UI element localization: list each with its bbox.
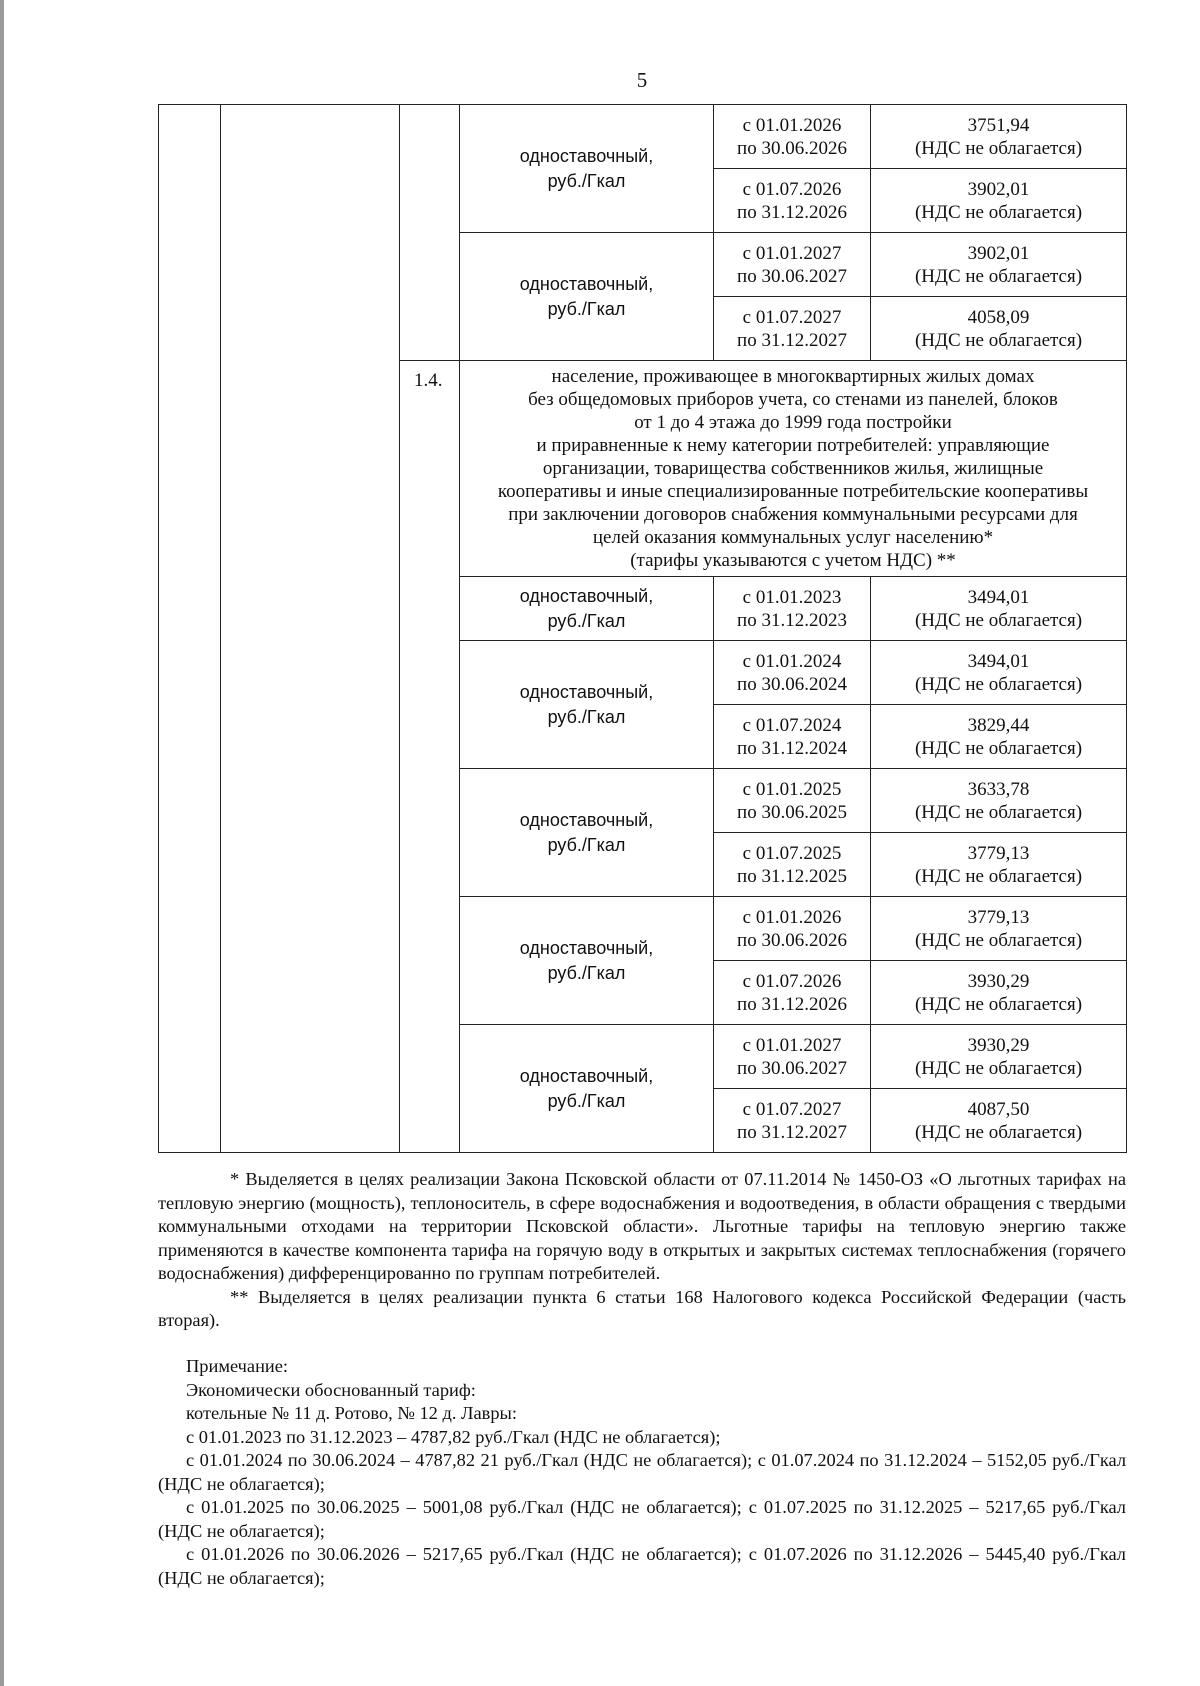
tariff-type-cell [460,897,714,1025]
tariff-value: 3930,29 [967,1034,1030,1056]
page-edge [0,0,4,1686]
tariff-type-line: руб./Гкал [547,1090,626,1111]
tariff-type-line: руб./Гкал [547,834,626,855]
period-cell [714,961,871,1025]
period-line: по 30.06.2026 [737,929,847,951]
period-cell [714,297,871,361]
period-cell [714,169,871,233]
description-line: и приравненные к нему категории потребителей: управляющие [536,435,1050,456]
tariff-value: 3902,01 [967,178,1030,200]
note-block [158,1355,1126,1590]
note-boilers: котельные № 11 д. Ротово, № 12 д. Лавры: [186,1403,518,1423]
tariff-value-cell [871,105,1127,169]
tariff-value-cell [871,1089,1127,1153]
tariff-type-cell [460,577,714,641]
blank-col-3 [400,105,460,361]
period-line: с 01.07.2025 [742,842,842,864]
period-cell [714,769,871,833]
vat-note: (НДС не облагается) [914,329,1083,351]
tariff-type-line: одноставочный, [519,273,654,294]
footnote-2: ** Выделяется в целях реализации пункта 6 статьи 168 Налогового кодекса Российской Федерации (часть вторая). [158,1286,1126,1330]
period-cell [714,833,871,897]
description-line: от 1 до 4 этажа до 1999 года постройки [634,412,952,433]
tariff-value-cell [871,1025,1127,1089]
tariff-type-line: одноставочный, [519,1065,654,1086]
period-cell [714,1025,871,1089]
period-line: с 01.07.2026 [742,178,842,200]
period-cell [714,105,871,169]
tariff-value: 3902,01 [967,242,1030,264]
tariff-value: 3751,94 [967,114,1030,136]
period-cell [714,641,871,705]
vat-note: (НДС не облагается) [914,673,1083,695]
vat-note: (НДС не облагается) [914,929,1083,951]
vat-note: (НДС не облагается) [914,265,1083,287]
note-2025: с 01.01.2025 по 30.06.2025 – 5001,08 руб./Гкал (НДС не облагается); с 01.07.2025 по 31.12.2025 – 5217,65 руб./Гкал (НДС не облагается); [158,1497,1126,1541]
tariff-value-cell [871,169,1127,233]
tariff-type-line: руб./Гкал [547,610,626,631]
blank-col-2 [221,105,400,1153]
tariff-type-cell [460,1025,714,1153]
period-line: по 30.06.2024 [737,673,847,695]
period-line: с 01.01.2024 [742,650,842,672]
tariff-value: 3779,13 [967,906,1030,928]
note-2024: с 01.01.2024 по 30.06.2024 – 4787,82 21 руб./Гкал (НДС не облагается); с 01.07.2024 по 31.12.2024 – 5152,05 руб./Гкал (НДС не облагается); [158,1450,1126,1494]
description-line: при заключении договоров снабжения коммунальными ресурсами для [508,504,1078,525]
vat-note: (НДС не облагается) [914,1057,1083,1079]
description-line: целей оказания коммунальных услуг населению* [592,527,994,548]
period-line: с 01.01.2026 [742,906,842,928]
period-line: по 31.12.2024 [737,737,847,759]
period-line: с 01.07.2026 [742,970,842,992]
period-line: по 31.12.2023 [737,609,847,631]
tariff-type-line: одноставочный, [519,145,654,166]
tariff-value: 3494,01 [967,650,1030,672]
period-line: с 01.01.2027 [742,242,842,264]
section-description [460,361,1127,577]
tariff-type-line: одноставочный, [519,809,654,830]
note-2023: с 01.01.2023 по 31.12.2023 – 4787,82 руб./Гкал (НДС не облагается); [186,1426,721,1447]
description-line: без общедомовых приборов учета, со стенами из панелей, блоков [528,389,1058,410]
note-subheading: Экономически обоснованный тариф: [186,1379,476,1400]
period-cell [714,897,871,961]
tariff-type-line: одноставочный, [519,681,654,702]
period-line: по 30.06.2027 [737,1057,847,1079]
tariff-value: 4087,50 [967,1098,1030,1120]
period-cell [714,577,871,641]
tariff-value-cell [871,769,1127,833]
period-line: по 31.12.2027 [737,1121,847,1143]
tariff-type-line: руб./Гкал [547,706,626,727]
period-line: по 30.06.2025 [737,801,847,823]
period-line: с 01.01.2027 [742,1034,842,1056]
period-line: с 01.07.2027 [742,306,842,328]
tariff-value: 3779,13 [967,842,1030,864]
section-code: 1.4. [400,361,460,1153]
tariff-type-cell [460,105,714,233]
tariff-value-cell [871,233,1127,297]
tariff-value: 3930,29 [967,970,1030,992]
period-line: по 30.06.2027 [737,265,847,287]
tariff-value-cell [871,297,1127,361]
period-line: по 30.06.2026 [737,137,847,159]
period-line: с 01.01.2026 [742,114,842,136]
vat-note: (НДС не облагается) [914,1121,1083,1143]
footnotes [158,1168,1126,1333]
tariff-type-cell [460,233,714,361]
tariff-value: 3829,44 [967,714,1030,736]
tariff-value-cell [871,961,1127,1025]
vat-note: (НДС не облагается) [914,801,1083,823]
blank-col-1 [159,105,221,1153]
tariff-type-line: руб./Гкал [547,962,626,983]
tariff-value: 3633,78 [967,778,1030,800]
period-line: по 31.12.2026 [737,993,847,1015]
page-number: 5 [636,68,648,92]
tariff-value-cell [871,705,1127,769]
tariff-value-cell [871,897,1127,961]
period-line: по 31.12.2026 [737,201,847,223]
tariff-value-cell [871,641,1127,705]
vat-note: (НДС не облагается) [914,865,1083,887]
tariff-type-line: руб./Гкал [547,298,626,319]
note-2026: с 01.01.2026 по 30.06.2026 – 5217,65 руб./Гкал (НДС не облагается); с 01.07.2026 по 31.12.2026 – 5445,40 руб./Гкал (НДС не облагается); [158,1544,1126,1588]
tariff-value: 3494,01 [967,586,1030,608]
tariff-table [158,104,1127,1153]
period-line: с 01.07.2027 [742,1098,842,1120]
tariff-value-cell [871,577,1127,641]
period-line: по 31.12.2025 [737,865,847,887]
vat-note: (НДС не облагается) [914,137,1083,159]
description-line: (тарифы указываются с учетом НДС) ** [630,550,956,571]
period-line: с 01.07.2024 [742,714,842,736]
period-line: с 01.01.2025 [742,778,842,800]
note-heading: Примечание: [186,1356,289,1376]
period-line: с 01.01.2023 [742,586,842,608]
tariff-type-cell [460,641,714,769]
description-line: население, проживающее в многоквартирных жилых домах [551,366,1035,387]
tariff-value: 4058,09 [967,306,1030,328]
period-cell [714,1089,871,1153]
vat-note: (НДС не облагается) [914,993,1083,1015]
vat-note: (НДС не облагается) [914,201,1083,223]
description-line: кооперативы и иные специализированные потребительские кооперативы [497,481,1089,502]
period-line: по 31.12.2027 [737,329,847,351]
tariff-type-line: руб./Гкал [547,170,626,191]
tariff-value-cell [871,833,1127,897]
tariff-type-line: одноставочный, [519,937,654,958]
tariff-type-line: одноставочный, [519,585,654,606]
period-cell [714,705,871,769]
tariff-type-cell [460,769,714,897]
vat-note: (НДС не облагается) [914,737,1083,759]
table-row [159,105,1127,169]
period-cell [714,233,871,297]
description-line: организации, товарищества собственников жилья, жилищные [542,458,1044,479]
footnote-1: * Выделяется в целях реализации Закона Псковской области от 07.11.2014 № 1450-ОЗ «О льготных тарифах на тепловую энергию (мощность), теплоноситель, в сфере водоснабжения и водоотведения, в области обращения с твердыми коммунальными отходами на территории Псковской области». Льготные тарифы на тепловую энергию также применяются в качестве компонента тарифа на горячую воду в открытых и закрытых системах теплоснабжения (горячего водоснабжения) дифференцированно по группам потребителей. [158,1169,1126,1283]
vat-note: (НДС не облагается) [914,609,1083,631]
